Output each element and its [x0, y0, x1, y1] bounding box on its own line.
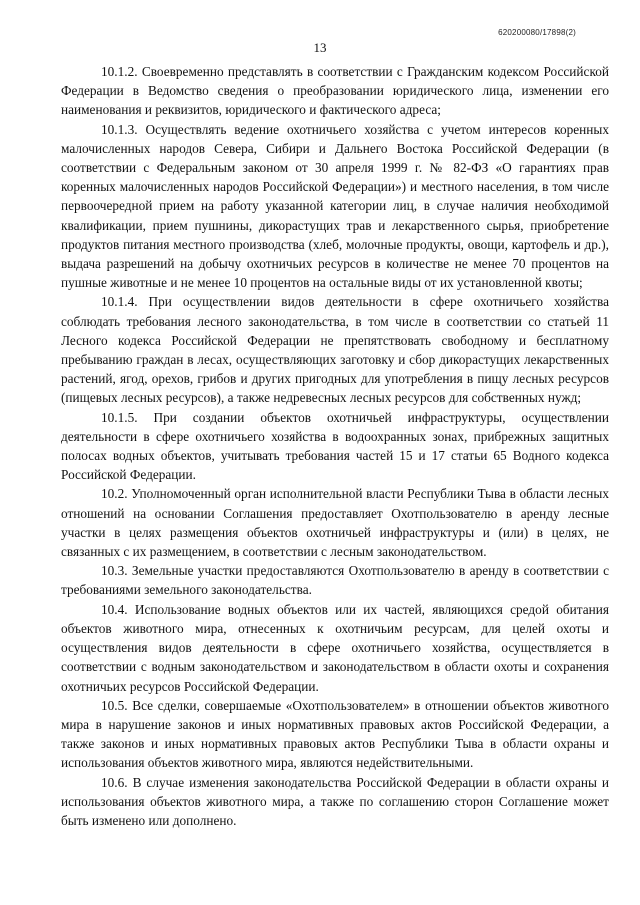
paragraph-10-1-5: 10.1.5. При создании объектов охотничьей инфраструктуры, осуществлении деятельности в сфере охотничьего хозяйства в водоохранных зонах, прибрежных защитных полосах водных объектов, учитывать требования частей 15 и 17 статьи 65 Водного кодекса Российской Федерации. — [61, 409, 609, 483]
paragraph-10-1-3: 10.1.3. Осуществлять ведение охотничьего хозяйства с учетом интересов коренных малочисленных народов Севера, Сибири и Дальнего Востока Российской Федерации (в соответствии с Федеральным законом от 30 апреля 1999 г. № 82-ФЗ «О гарантиях прав коренных малочисленных народов Российской Федерации») и местного населения, в том числе первоочередной прием на работу указанной категории лиц, в случае наличия необходимой квалификации, прием пушнины, дикорастущих трав и лекарственного сырья, приобретение продуктов питания местного производства (хлеб, молочные продукты, овощи, картофель и др.), выдача разрешений на добычу охотничьих ресурсов в количестве не менее 70 процентов на пушные животные и не менее 10 процентов на остальные виды от их установленной квоты; — [61, 121, 609, 291]
page-number: 13 — [313, 40, 327, 55]
document-code: 620200080/17898(2) — [498, 28, 576, 37]
paragraph-10-1-4: 10.1.4. При осуществлении видов деятельности в сфере охотничьего хозяйства соблюдать требования лесного законодательства, в том числе в соответствии со статьей 11 Лесного кодекса Российской Федерации не препятствовать свободному и бесплатному пребыванию граждан в лесах, осуществляющих заготовку и сбор дикорастущих лекарственных растений, ягод, орехов, грибов и других пригодных для употребления в пищу лесных ресурсов (пищевых лесных ресурсов), а также недревесных лесных ресурсов для собственных нужд; — [61, 294, 609, 406]
paragraph-10-3: 10.3. Земельные участки предоставляются Охотпользователю в аренду в соответствии с требованиями земельного законодательства. — [61, 563, 609, 598]
paragraph-10-1-2: 10.1.2. Своевременно представлять в соответствии с Гражданским кодексом Российской Федерации в Ведомство сведения о преобразовании юридического лица, изменении его наименования и реквизитов, юридического и фактического адреса; — [61, 64, 609, 118]
document-body — [61, 62, 609, 830]
paragraph-10-4: 10.4. Использование водных объектов или их частей, являющихся средой обитания объектов животного мира, отнесенных к охотничьим ресурсам, для целей охоты и осуществления видов деятельности в сфере охотничьего хозяйства, осуществляется в соответствии с водным законодательством и законодательством в области охоты и сохранения охотничьих ресурсов Российской Федерации. — [61, 601, 609, 694]
paragraph-10-5: 10.5. Все сделки, совершаемые «Охотпользователем» в отношении объектов животного мира в нарушение законов и иных нормативных правовых актов Российской Федерации, а также законов и иных нормативных правовых актов Республики Тыва в области охраны и использования объектов животного мира, являются недействительными. — [61, 697, 609, 771]
paragraph-10-6: 10.6. В случае изменения законодательства Российской Федерации в области охраны и использования объектов животного мира, а также по соглашению сторон Соглашение может быть изменено или дополнено. — [61, 774, 609, 828]
paragraph-10-2: 10.2. Уполномоченный орган исполнительной власти Республики Тыва в области лесных отношений на основании Соглашения предоставляет Охотпользователю в аренду лесные участки в целях размещения объектов охотничьей инфраструктуры и (или) в целях, не связанных с их размещением, в соответствии с лесным законодательством. — [61, 486, 609, 560]
